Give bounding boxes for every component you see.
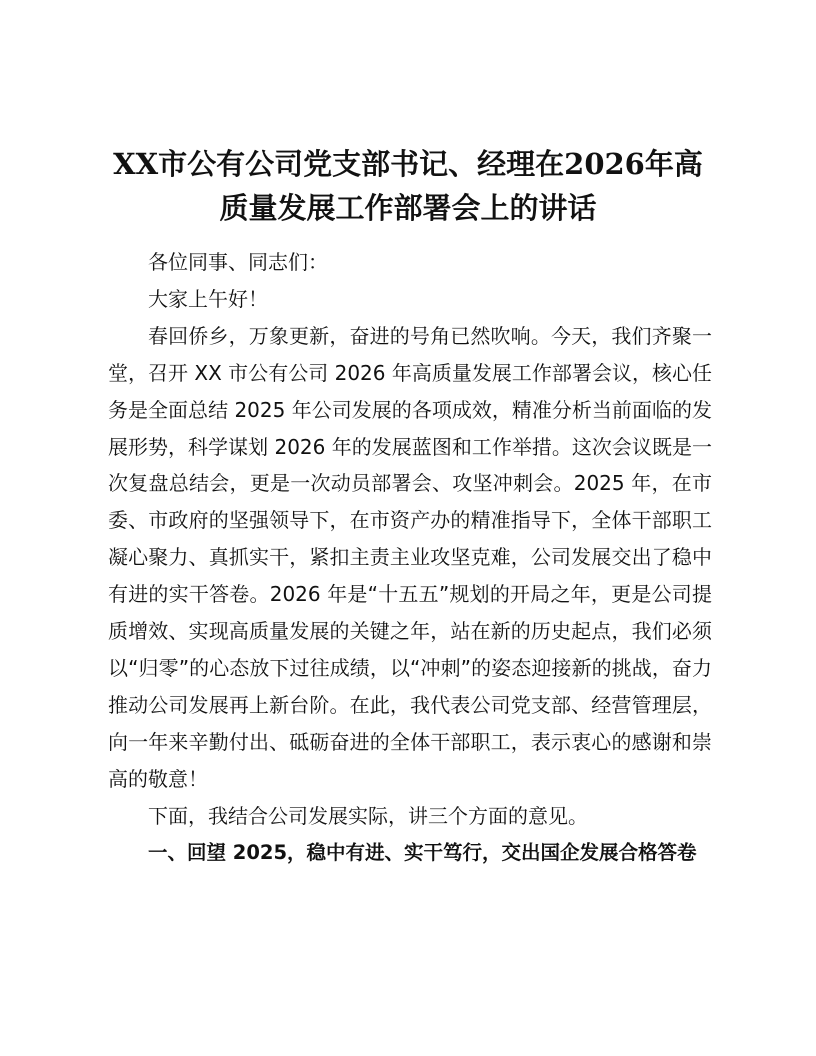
document-body bbox=[108, 244, 712, 871]
paragraph-opening: 春回侨乡，万象更新，奋进的号角已然吹响。今天，我们齐聚一堂，召开 XX 市公有公司 2026 年高质量发展工作部署会议，核心任务是全面总结 2025 年公司发展的各项成效，精准分析当前面临的发展形势，科学谋划 2026 年的发展蓝图和工作举措。这次会议既是一次复盘总结会，更是一次动员部署会、攻坚冲刺会。2025 年，在市委、市政府的坚强领导下，在市资产办的精准指导下，全体干部职工凝心聚力、真抓实干，紧扣主责主业攻坚克难，公司发展交出了稳中有进的实干答卷。2026 年是“十五五”规划的开局之年，更是公司提质增效、实现高质量发展的关键之年，站在新的历史起点，我们必须以“归零”的心态放下过往成绩，以“冲刺”的姿态迎接新的挑战，奋力推动公司发展再上新台阶。在此，我代表公司党支部、经营管理层，向一年来辛勤付出、砥砺奋进的全体干部职工，表示衷心的感谢和崇高的敬意！ bbox=[108, 323, 712, 791]
salutation: 大家上午好！ bbox=[148, 286, 268, 311]
section-heading-1: 一、回望 2025，稳中有进、实干笃行，交出国企发展合格答卷 bbox=[148, 840, 697, 864]
document-title-line-1: XX市公有公司党支部书记、经理在2026年高 bbox=[113, 147, 703, 181]
document-title-line-2: 质量发展工作部署会上的讲话 bbox=[219, 191, 597, 225]
paragraph-outline: 下面，我结合公司发展实际，讲三个方面的意见。 bbox=[148, 803, 588, 828]
greeting: 各位同事、同志们： bbox=[148, 250, 328, 274]
